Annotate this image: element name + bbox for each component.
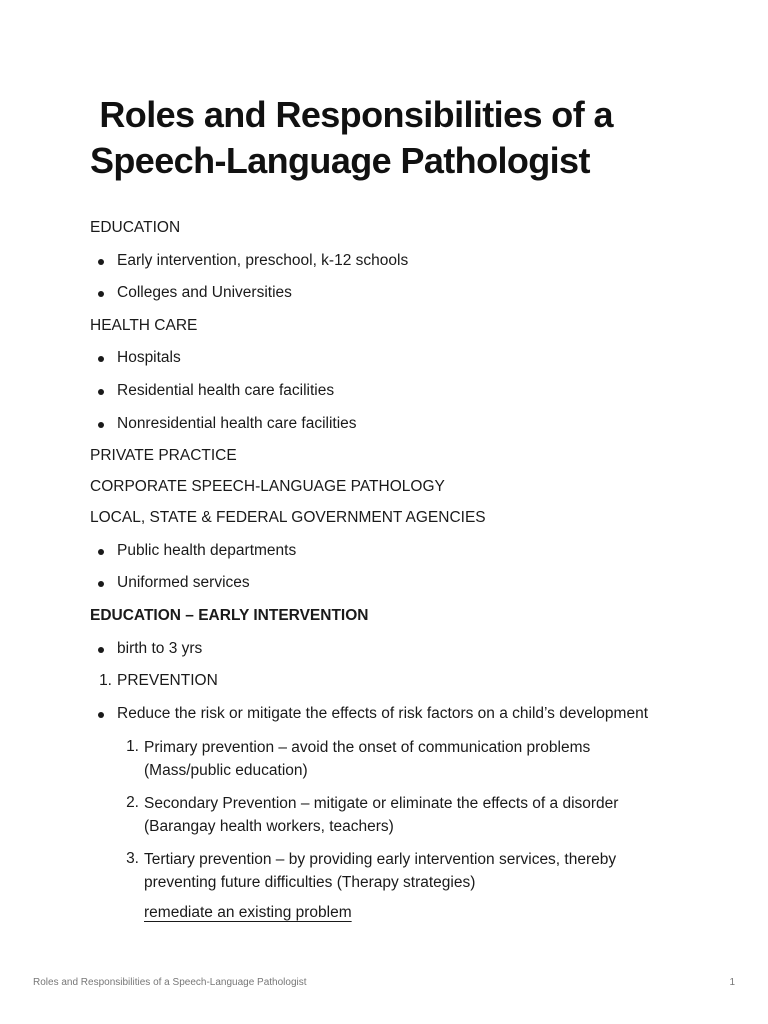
list-item: Early intervention, preschool, k-12 schools <box>117 252 409 269</box>
section-heading-government: LOCAL, STATE & FEDERAL GOVERNMENT AGENCIES <box>90 509 486 526</box>
list-number: 1. <box>99 672 112 689</box>
list-item: Reduce the risk or mitigate the effects of risk factors on a child’s development <box>117 705 648 722</box>
bullet-icon <box>98 647 104 653</box>
list-item: Uniformed services <box>117 574 250 591</box>
list-number: 2. <box>126 794 139 811</box>
section-heading-education: EDUCATION <box>90 219 181 236</box>
list-number: 1. <box>126 738 139 755</box>
remediate-link[interactable]: remediate an existing problem <box>144 904 352 921</box>
list-item: Hospitals <box>117 349 181 366</box>
bullet-icon <box>98 389 104 395</box>
list-item: Public health departments <box>117 542 297 559</box>
prevention-level-line: Secondary Prevention – mitigate or eliminate the effects of a disorder <box>144 795 619 812</box>
prevention-level-line: Tertiary prevention – by providing early intervention services, thereby <box>144 851 617 868</box>
section-heading-health-care: HEALTH CARE <box>90 317 198 334</box>
prevention-level-item <box>144 736 664 782</box>
prevention-level-line: (Barangay health workers, teachers) <box>144 818 394 835</box>
page-number: 1 <box>729 977 735 988</box>
numbered-item-prevention: PREVENTION <box>117 672 218 689</box>
page-title <box>90 92 690 184</box>
bullet-icon <box>98 581 104 587</box>
bullet-icon <box>98 291 104 297</box>
bullet-icon <box>98 712 104 718</box>
title-line-2: Speech-Language Pathologist <box>90 140 590 181</box>
title-line-1: Roles and Responsibilities of a <box>90 94 613 135</box>
prevention-level-item <box>144 848 664 894</box>
list-item: Nonresidential health care facilities <box>117 415 357 432</box>
prevention-level-item <box>144 792 664 838</box>
list-item: birth to 3 yrs <box>117 640 203 657</box>
section-heading-corporate: CORPORATE SPEECH-LANGUAGE PATHOLOGY <box>90 478 445 495</box>
section-heading-early-intervention: EDUCATION – EARLY INTERVENTION <box>90 607 369 624</box>
bullet-icon <box>98 259 104 265</box>
list-item: Colleges and Universities <box>117 284 292 301</box>
list-number: 3. <box>126 850 139 867</box>
prevention-level-line: Primary prevention – avoid the onset of communication problems <box>144 739 591 756</box>
prevention-level-line: (Mass/public education) <box>144 762 308 779</box>
bullet-icon <box>98 356 104 362</box>
section-heading-private-practice: PRIVATE PRACTICE <box>90 447 237 464</box>
prevention-level-line: preventing future difficulties (Therapy strategies) <box>144 874 476 891</box>
footer-title: Roles and Responsibilities of a Speech-Language Pathologist <box>33 977 307 988</box>
list-item: Residential health care facilities <box>117 382 335 399</box>
bullet-icon <box>98 549 104 555</box>
bullet-icon <box>98 422 104 428</box>
